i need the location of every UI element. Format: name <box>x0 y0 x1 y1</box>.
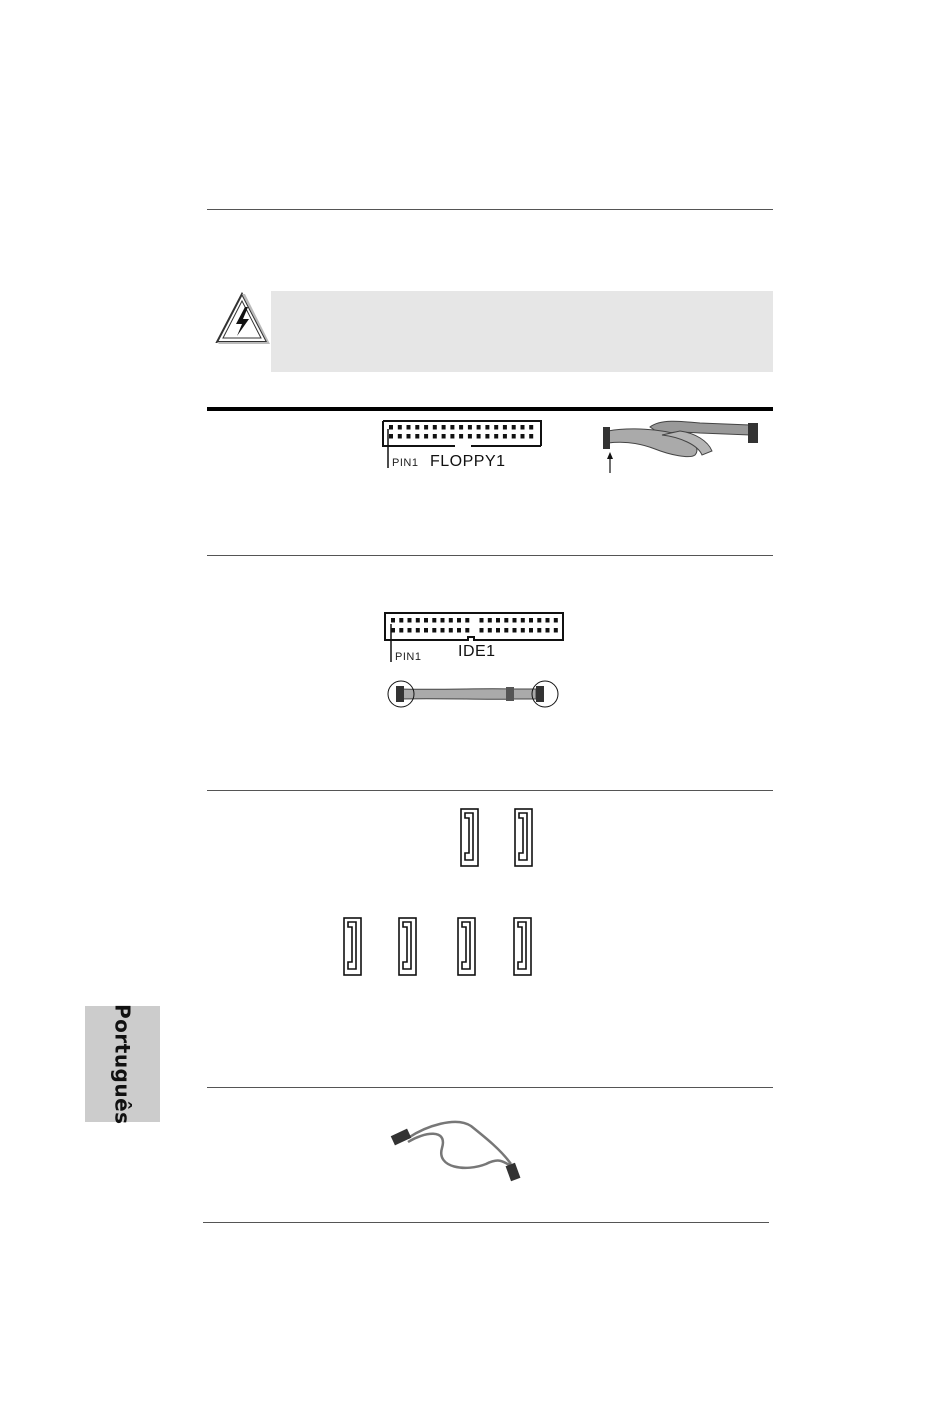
ide-cable-connector-mid <box>506 687 514 701</box>
connector-pin <box>389 425 393 430</box>
floppy-connector-outline <box>383 421 541 446</box>
connector-pin <box>415 434 419 439</box>
connector-pin <box>521 628 525 633</box>
connector-pin <box>529 628 533 633</box>
floppy-cable-image <box>600 415 765 477</box>
sata-connector-2 <box>514 808 534 868</box>
connector-pin <box>441 618 445 623</box>
connector-pin <box>449 618 453 623</box>
sata-cable-connector-left <box>391 1129 412 1146</box>
connector-pin <box>496 628 500 633</box>
section-rule-2 <box>207 555 773 556</box>
connector-pin <box>407 425 411 430</box>
connector-pin <box>433 425 437 430</box>
connector-pin <box>554 618 558 623</box>
connector-pin <box>465 618 469 623</box>
sata-connector-1 <box>460 808 480 868</box>
connector-pin <box>449 628 453 633</box>
connector-pin <box>494 434 498 439</box>
floppy-pin1-label: PIN1 <box>392 457 419 469</box>
connector-pin <box>416 618 420 623</box>
connector-pin <box>459 434 463 439</box>
connector-pin <box>468 425 472 430</box>
connector-pin <box>432 618 436 623</box>
connector-pin <box>391 628 395 633</box>
connector-pin <box>513 618 517 623</box>
connector-pin <box>521 425 525 430</box>
connector-pin <box>468 434 472 439</box>
sata-cable-connector-right <box>506 1163 521 1181</box>
floppy-cable-connector-left <box>603 427 610 449</box>
connector-pin <box>496 618 500 623</box>
connector-pin <box>504 618 508 623</box>
sata-connector-5 <box>457 917 477 977</box>
connector-pin <box>399 618 403 623</box>
floppy-cable-connector-right <box>748 423 758 443</box>
connector-pin <box>512 434 516 439</box>
connector-pin <box>433 434 437 439</box>
connector-pin <box>424 628 428 633</box>
connector-pin <box>450 434 454 439</box>
connector-pin <box>459 425 463 430</box>
bottom-rule <box>203 1222 769 1223</box>
connector-pin <box>465 628 469 633</box>
connector-pin <box>485 425 489 430</box>
language-side-tab <box>85 1003 160 1125</box>
connector-pin <box>408 618 412 623</box>
ide-connector-label: IDE1 <box>458 643 496 660</box>
floppy-connector-label: FLOPPY1 <box>430 453 506 470</box>
connector-pin <box>442 425 446 430</box>
connector-pin <box>407 434 411 439</box>
floppy-cable-pin1-arrow-head <box>607 452 613 459</box>
ide-cable-connector-right <box>536 686 544 702</box>
connector-pin <box>415 425 419 430</box>
section-rule-3 <box>207 790 773 791</box>
connector-pin <box>398 425 402 430</box>
connector-pin <box>488 628 492 633</box>
sata-connector-3 <box>343 917 363 977</box>
connector-pin <box>480 628 484 633</box>
connector-pin <box>494 425 498 430</box>
connector-pin <box>554 628 558 633</box>
connector-pin <box>442 434 446 439</box>
connector-pin <box>504 628 508 633</box>
connector-pin <box>457 618 461 623</box>
sata-cable-image <box>386 1112 531 1184</box>
connector-pin <box>424 425 428 430</box>
top-rule <box>207 209 773 210</box>
connector-pin <box>450 425 454 430</box>
connector-pin <box>546 618 550 623</box>
sata-cable-wire <box>408 1122 514 1168</box>
connector-pin <box>477 425 481 430</box>
connector-pin <box>424 434 428 439</box>
connector-pin <box>477 434 481 439</box>
connector-pin <box>480 618 484 623</box>
connector-pin <box>546 628 550 633</box>
connector-pin <box>416 628 420 633</box>
section-thick-rule <box>207 407 773 411</box>
connector-pin <box>432 628 436 633</box>
warning-box <box>271 291 773 372</box>
connector-pin <box>521 618 525 623</box>
language-tab-label: Português <box>110 1003 135 1125</box>
connector-pin <box>424 618 428 623</box>
ide-cable-connector-left <box>396 686 404 702</box>
ide-cable-image <box>386 678 562 712</box>
ide-connector-outline <box>385 613 563 640</box>
ide-pin1-label: PIN1 <box>395 651 422 663</box>
connector-pin <box>503 434 507 439</box>
sata-connector-4 <box>398 917 418 977</box>
connector-pin <box>513 628 517 633</box>
connector-pin <box>441 628 445 633</box>
section-rule-4 <box>207 1087 773 1088</box>
connector-pin <box>457 628 461 633</box>
connector-pin <box>529 618 533 623</box>
connector-pin <box>399 628 403 633</box>
connector-pin <box>408 628 412 633</box>
connector-pin <box>389 434 393 439</box>
ide-cable-ribbon <box>398 689 536 700</box>
connector-pin <box>391 618 395 623</box>
connector-pin <box>398 434 402 439</box>
connector-pin <box>529 425 533 430</box>
connector-pin <box>537 618 541 623</box>
connector-pin <box>485 434 489 439</box>
connector-pin <box>488 618 492 623</box>
sata-connector-6 <box>513 917 533 977</box>
connector-pin <box>537 628 541 633</box>
connector-pin <box>503 425 507 430</box>
connector-pin <box>512 425 516 430</box>
warning-icon <box>215 292 271 346</box>
connector-pin <box>529 434 533 439</box>
connector-pin <box>521 434 525 439</box>
